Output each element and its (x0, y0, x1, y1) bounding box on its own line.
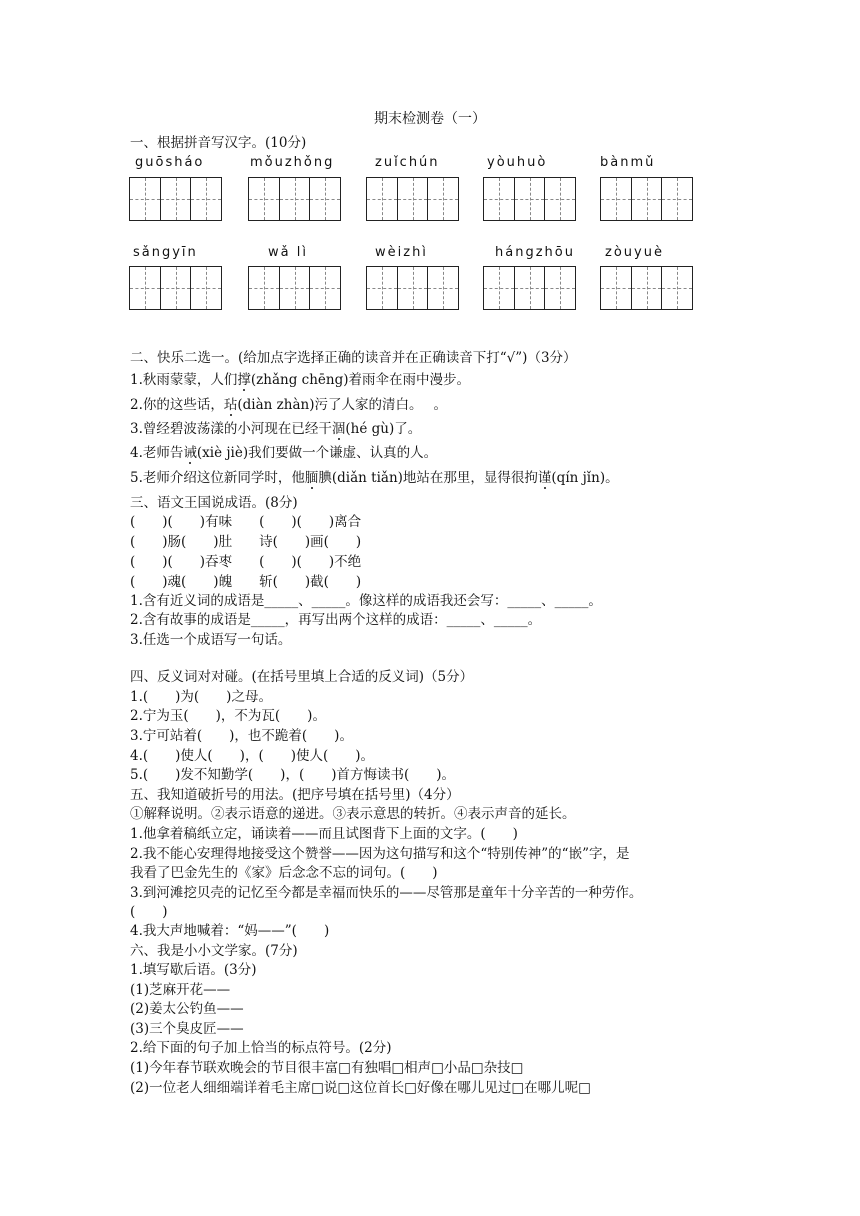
idiom-row-1: ( )( )有味 ( )( )离合 (130, 514, 362, 530)
s5-item-1: 1.他拿着稿纸立定，诵读着——而且试图背下上面的文字。( ) (130, 826, 518, 842)
writing-grid[interactable] (483, 266, 576, 310)
writing-grid[interactable] (129, 177, 222, 221)
idiom-row-3: ( )( )吞枣 ( )( )不绝 (130, 554, 362, 570)
s6-line-2: (2)姜太公钓鱼—— (130, 1001, 244, 1017)
pinyin-10: zòuyuè (605, 245, 664, 260)
s6-line-5: (2)一位老人细细端详着毛主席□说□这位首长□好像在哪儿见过□在哪儿呢□ (130, 1080, 591, 1096)
writing-grid[interactable] (366, 266, 459, 310)
s6-sub-2: 2.给下面的句子加上恰当的标点符号。(2分) (130, 1040, 392, 1056)
page-title: 期末检测卷（一） (374, 111, 486, 127)
writing-grid[interactable] (600, 266, 693, 310)
s4-item-4: 4.( )使人( )，( )使人( )。 (130, 748, 375, 764)
writing-grid[interactable] (483, 177, 576, 221)
section-5-heading: 五、我知道破折号的用法。(把序号填在括号里)（4分） (130, 787, 460, 803)
idiom-row-2: ( )肠( )肚 诗( )画( ) (130, 534, 362, 550)
s2-item-3: 3.曾经碧波荡漾的小河现在已经干涸(hé gù)了。 (130, 421, 422, 437)
s6-sub-1: 1.填写歇后语。(3分) (130, 962, 257, 978)
pinyin-4: yòuhuò (487, 155, 548, 170)
writing-grid[interactable] (248, 266, 341, 310)
s4-item-5: 5.( )发不知勤学( )，( )首方悔读书( )。 (130, 767, 456, 783)
s3-question-2: 2.含有故事的成语是_____，再写出两个这样的成语：_____、_____。 (130, 612, 542, 628)
s4-item-2: 2.宁为玉( )，不为瓦( )。 (130, 708, 326, 724)
s4-item-3: 3.宁可站着( )，也不跪着( )。 (130, 728, 353, 744)
pinyin-5: bànmǔ (600, 155, 656, 170)
pinyin-2: mǒuzhǒng (250, 155, 335, 170)
section-2-heading: 二、快乐二选一。(给加点字选择正确的读音并在正确读音下打“√”)（3分） (130, 350, 577, 366)
s6-line-1: (1)芝麻开花—— (130, 982, 231, 998)
s5-item-3b: ( ) (130, 904, 168, 920)
s4-item-1: 1.( )为( )之母。 (130, 689, 272, 705)
section-4-heading: 四、反义词对对碰。(在括号里填上合适的反义词)（5分） (130, 669, 474, 685)
s5-item-3a: 3.到河滩挖贝壳的记忆至今都是幸福而快乐的——尽管那是童年十分辛苦的一种劳作。 (130, 885, 643, 901)
pinyin-7: wǎ lì (268, 245, 308, 260)
section-6-heading: 六、我是小小文学家。(7分) (130, 943, 298, 959)
section-1-heading: 一、根据拼音写汉字。(10分) (130, 135, 307, 151)
s6-line-3: (3)三个臭皮匠—— (130, 1021, 244, 1037)
idiom-row-4: ( )魂( )魄 斩( )截( ) (130, 574, 362, 590)
s3-question-3: 3.任选一个成语写一句话。 (130, 632, 292, 648)
section-3-heading: 三、语文王国说成语。(8分) (130, 495, 298, 511)
writing-grid[interactable] (129, 266, 222, 310)
writing-grid[interactable] (600, 177, 693, 221)
s2-item-2: 2.你的这些话，玷(diàn zhàn)污了人家的清白。 。 (130, 397, 448, 413)
pinyin-9: hángzhōu (495, 245, 575, 260)
s2-item-5: 5.老师介绍这位新同学时，他腼腆(diǎn tiǎn)地站在那里，显得很拘谨(qín jǐn)。 (130, 470, 619, 486)
pinyin-1: guōsháo (135, 155, 205, 170)
s5-options: ①解释说明。②表示语意的递进。③表示意思的转折。④表示声音的延长。 (130, 806, 576, 822)
writing-grid[interactable] (248, 177, 341, 221)
pinyin-8: wèizhì (375, 245, 428, 260)
s2-item-1: 1.秋雨蒙蒙，人们撑(zhǎng chēng)着雨伞在雨中漫步。 (130, 372, 470, 388)
s3-question-1: 1.含有近义词的成语是_____、_____。像这样的成语我还会写：_____、_____。 (130, 593, 602, 609)
s2-item-4: 4.老师告诫(xiè jiè)我们要做一个谦虚、认真的人。 (130, 445, 438, 461)
s5-item-2a: 2.我不能心安理得地接受这个赞誉——因为这句描写和这个“特别传神”的“嵌”字，是 (130, 846, 630, 862)
pinyin-3: zuǐchún (375, 155, 440, 170)
s6-line-4: (1)今年春节联欢晚会的节目很丰富□有独唱□相声□小品□杂技□ (130, 1060, 524, 1076)
s5-item-4: 4.我大声地喊着：“妈——”( ) (130, 923, 330, 939)
s5-item-2b: 我看了巴金先生的《家》后念念不忘的词句。( ) (130, 865, 438, 881)
writing-grid[interactable] (366, 177, 459, 221)
pinyin-6: sǎngyīn (133, 245, 198, 260)
